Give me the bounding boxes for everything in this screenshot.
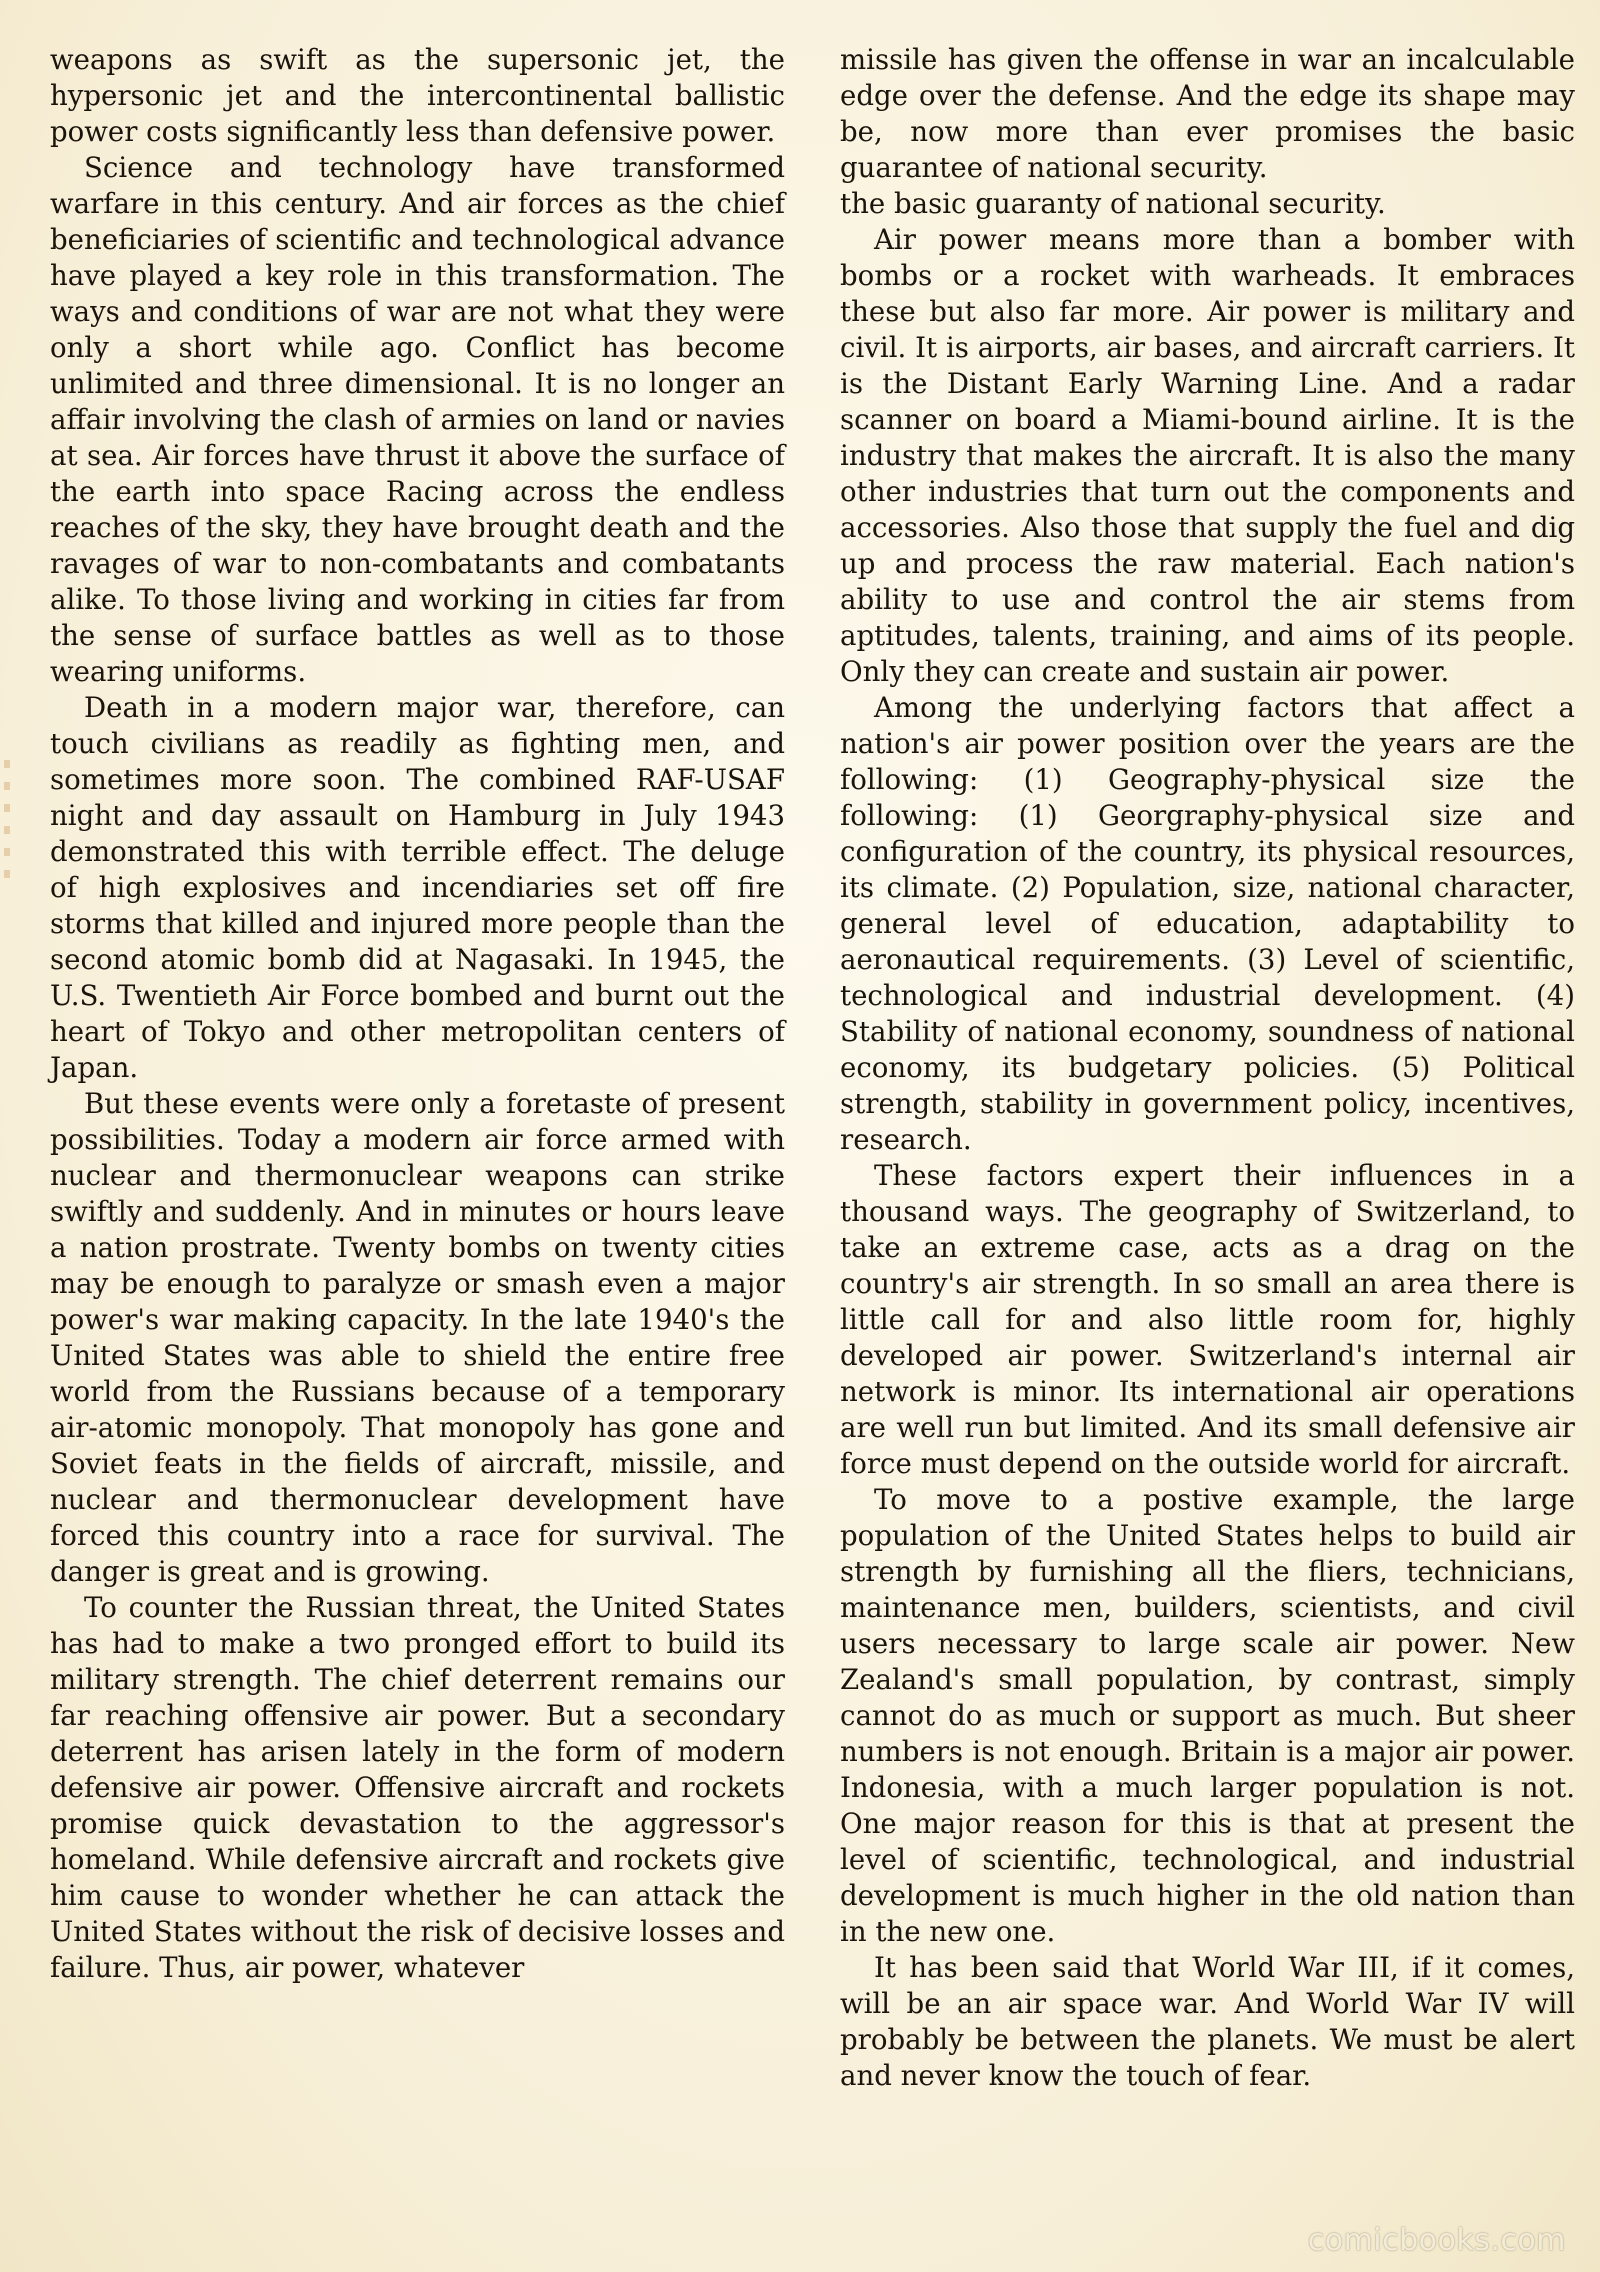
- paragraph: Death in a modern major war, therefore, can touch civilians as readily as fighting men, and sometimes more soon. The combined RAF-USAF night and day assault on Hamburg in July 1943 demonstrated this with terrible effect. The deluge of high explosives and incendiaries set off fire storms that killed and injured more people than the second atomic bomb did at Nagasaki. In 1945, the U.S. Twentieth Air Force bombed and burnt out the heart of Tokyo and other metropolitan centers of Japan.: [50, 691, 785, 1084]
- paragraph: the basic guaranty of national security.: [840, 187, 1386, 220]
- page-edge-stain: [4, 760, 10, 880]
- site-watermark: comicbooks.com: [1307, 2223, 1566, 2258]
- paragraph: It has been said that World War III, if it comes, will be an air space war. And World War IV will probably be between the planets. We must be alert and never know the touch of fear.: [840, 1951, 1575, 2092]
- paragraph: But these events were only a foretaste of present possibilities. Today a modern air force armed with nuclear and thermonuclear weapons can strike swiftly and suddenly. And in minutes or hours leave a nation prostrate. Twenty bombs on twenty cities may be enough to paralyze or smash even a major power's war making capacity. In the late 1940's the United States was able to shield the entire free world from the Russians because of a temporary air-atomic monopoly. That monopoly has gone and Soviet feats in the fields of aircraft, missile, and nuclear and thermonuclear development have forced this country into a race for survival. The danger is great and is growing.: [50, 1087, 785, 1588]
- paragraph: To counter the Russian threat, the United States has had to make a two pronged effort to build its military strength. The chief deterrent remains our far reaching offensive air power. But a secondary deterrent has arisen lately in the form of modern defensive air power. Offensive aircraft and rockets promise quick devastation to the aggressor's homeland. While defensive aircraft and rockets give him cause to wonder whether he can attack the United States without the risk of decisive losses and failure. Thus, air power, whatever: [50, 1591, 785, 1984]
- paragraph: These factors expert their influences in a thousand ways. The geography of Switzerland, to take an extreme case, acts as a drag on the country's air strength. In so small an area there is little call for and also little room for, highly developed air power. Switzerland's internal air network is minor. Its international air operations are well run but limited. And its small defensive air force must depend on the outside world for aircraft.: [840, 1159, 1575, 1480]
- paragraph: Air power means more than a bomber with bombs or a rocket with warheads. It embraces these but also far more. Air power is military and civil. It is airports, air bases, and aircraft carriers. It is the Distant Early Warning Line. And a radar scanner on board a Miami-bound airline. It is the industry that makes the aircraft. It is also the many other industries that turn out the components and accessories. Also those that supply the fuel and dig up and process the raw material. Each nation's ability to use and control the air stems from aptitudes, talents, training, and aims of its people. Only they can create and sustain air power.: [840, 223, 1575, 688]
- paragraph: To move to a postive example, the large population of the United States helps to build air strength by furnishing all the fliers, technicians, maintenance men, builders, scientists, and civil users necessary to large scale air power. New Zealand's small population, by contrast, simply cannot do as much or support as much. But sheer numbers is not enough. Britain is a major air power. Indonesia, with a much larger population is not. One major reason for this is that at present the level of scientific, technological, and industrial development is much higher in the old nation than in the new one.: [840, 1483, 1575, 1948]
- paragraph: weapons as swift as the supersonic jet, the hypersonic jet and the intercontinental ballistic power costs significantly less than defensive power.: [50, 43, 785, 148]
- paragraph: Science and technology have transformed warfare in this century. And air forces as the chief beneficiaries of scientific and technological advance have played a key role in this transformation. The ways and conditions of war are not what they were only a short while ago. Conflict has become unlimited and three dimensional. It is no longer an affair involving the clash of armies on land or navies at sea. Air forces have thrust it above the surface of the earth into space Racing across the endless reaches of the sky, they have brought death and the ravages of war to non-combatants and combatants alike. To those living and working in cities far from the sense of surface battles as well as to those wearing uniforms.: [50, 151, 785, 688]
- paragraph: missile has given the offense in war an incalculable edge over the defense. And the edge its shape may be, now more than ever promises the basic guarantee of national security.: [840, 43, 1575, 184]
- left-column: [50, 42, 785, 1986]
- right-column: [840, 42, 1575, 2094]
- paragraph: Among the underlying factors that affect a nation's air power position over the years are the following: (1) Geography-physical size the following: (1) Georgraphy-physical size and configuration of the country, its physical resources, its climate. (2) Population, size, national character, general level of education, adaptability to aeronautical requirements. (3) Level of scientific, technological and industrial development. (4) Stability of national economy, soundness of national economy, its budgetary policies. (5) Political strength, stability in government policy, incentives, research.: [840, 691, 1575, 1156]
